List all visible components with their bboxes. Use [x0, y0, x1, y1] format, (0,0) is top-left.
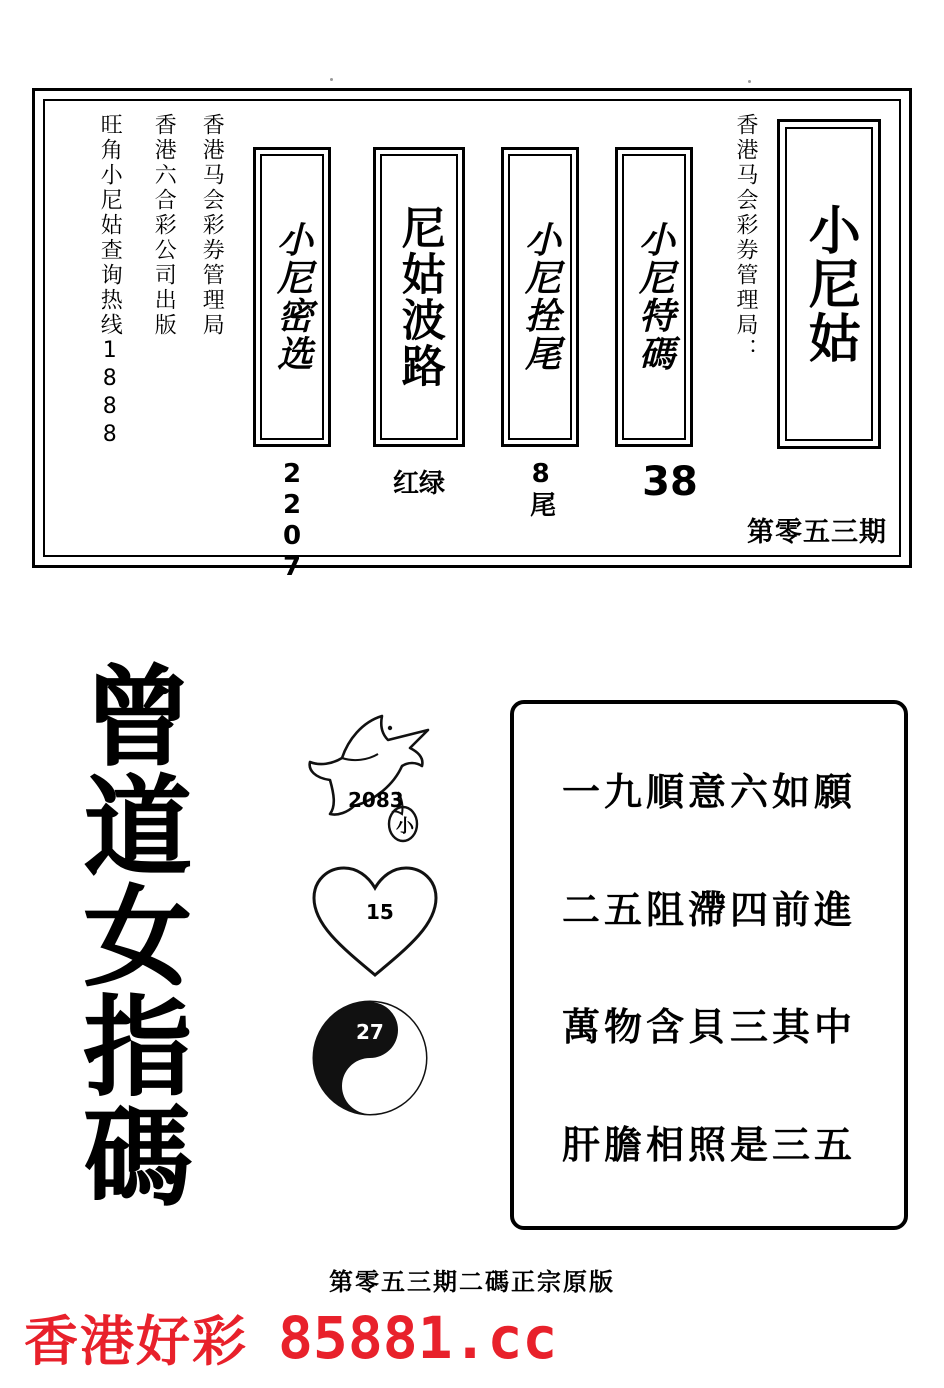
org-right-label [733, 113, 757, 369]
publication-title [65, 660, 222, 1214]
main-title-box [777, 119, 881, 449]
item-box-color-road-inner [380, 154, 458, 440]
top-panel [32, 88, 912, 583]
dove-number: 2083 [348, 788, 404, 812]
org-column-3-text: 旺角小尼姑查询热线1888 [97, 113, 123, 450]
org-column-1-text: 香港马会彩券管理局 [199, 113, 225, 338]
poem-line: 一九順意六如願 [561, 769, 856, 815]
poem-box [510, 700, 908, 1230]
item-value-tail-text: 8尾 [525, 459, 556, 519]
item-value-tail [501, 459, 579, 526]
org-column-1 [199, 113, 223, 344]
item-label: 小尼拴尾 [519, 221, 562, 373]
org-column-3 [97, 113, 121, 456]
main-title-box-inner [785, 127, 873, 441]
item-box-selection [253, 147, 331, 447]
item-value-selection-text: 2207 [277, 459, 307, 583]
publication-title-text: 曾道女指碼 [65, 660, 192, 1210]
item-label: 小尼密选 [271, 221, 314, 373]
item-label: 尼姑波路 [393, 205, 445, 389]
taiji-icon [290, 990, 460, 1130]
symbol-column [290, 700, 460, 1130]
org-right-text: 香港马会彩券管理局： [733, 113, 758, 363]
item-value-selection [253, 459, 331, 587]
dove-icon [290, 700, 460, 850]
issue-label: 第零五三期 [747, 517, 887, 548]
dove-mark: 小 [396, 816, 414, 837]
poem-line: 萬物含貝三其中 [561, 1004, 856, 1050]
taiji-number: 27 [356, 1020, 384, 1044]
brand-url: 85881.cc [278, 1303, 558, 1372]
org-column-2 [151, 113, 175, 344]
brand-name: 香港好彩 [24, 1310, 248, 1373]
org-column-2-text: 香港六合彩公司出版 [151, 113, 177, 338]
poem-line: 二五阻滯四前進 [561, 886, 856, 932]
speckle-dot [330, 78, 333, 81]
item-box-selection-inner [260, 154, 324, 440]
item-box-special-code [615, 147, 693, 447]
footer-caption: 第零五三期二碼正宗原版 [329, 1268, 615, 1296]
item-box-tail-inner [508, 154, 572, 440]
main-title-text: 小尼姑 [799, 203, 860, 365]
item-value-special-code: 38 [642, 459, 698, 505]
item-box-tail [501, 147, 579, 447]
brand-bar [0, 1299, 944, 1376]
item-box-special-code-inner [622, 154, 686, 440]
item-value-color-road: 红绿 [392, 469, 445, 499]
poem-line: 肝膽相照是三五 [561, 1121, 856, 1167]
heart-number: 15 [366, 900, 394, 924]
speckle-dot [748, 80, 751, 83]
item-label: 小尼特碼 [633, 221, 676, 373]
item-box-color-road [373, 147, 465, 447]
